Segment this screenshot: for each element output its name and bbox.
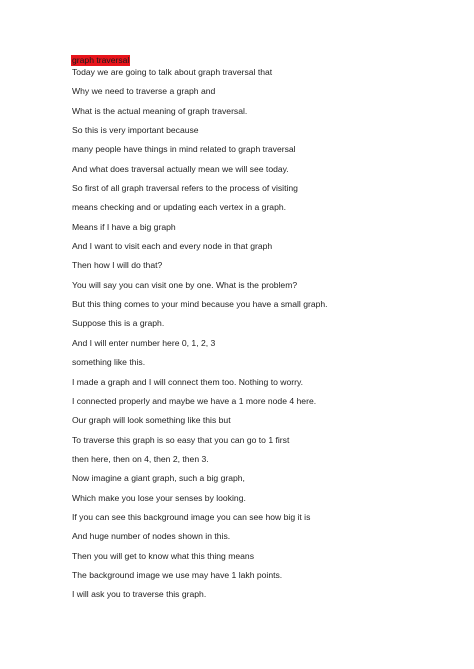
text-line: many people have things in mind related to graph traversal [72, 144, 296, 155]
document-title: graph traversal [72, 55, 130, 65]
text-line: I will ask you to traverse this graph. [72, 589, 207, 600]
text-line: To traverse this graph is so easy that you can go to 1 first [72, 434, 290, 445]
text-line: Then how I will do that? [72, 260, 163, 271]
text-line: Why we need to traverse a graph and [72, 86, 216, 97]
document-body [72, 66, 462, 608]
text-line: I connected properly and maybe we have a 1 more node 4 here. [72, 395, 317, 406]
text-line: something like this. [72, 357, 146, 368]
text-line: Then you will get to know what this thing means [72, 550, 254, 561]
text-line: Suppose this is a graph. [72, 318, 165, 329]
text-line: But this thing comes to your mind because you have a small graph. [72, 299, 328, 310]
text-line: So this is very important because [72, 125, 199, 136]
text-line: Our graph will look something like this but [72, 415, 231, 426]
text-line: Means if I have a big graph [72, 221, 176, 232]
text-line: And I will enter number here 0, 1, 2, 3 [72, 337, 216, 348]
text-line: I made a graph and I will connect them too. Nothing to worry. [72, 376, 304, 387]
text-line: And I want to visit each and every node in that graph [72, 241, 273, 252]
text-line: If you can see this background image you can see how big it is [72, 511, 311, 522]
text-line: Now imagine a giant graph, such a big graph, [72, 473, 245, 484]
text-line: What is the actual meaning of graph traversal. [72, 105, 248, 116]
text-line: The background image we use may have 1 lakh points. [72, 569, 283, 580]
text-line: And what does traversal actually mean we will see today. [72, 163, 289, 174]
text-line: You will say you can visit one by one. What is the problem? [72, 279, 298, 290]
text-line: And huge number of nodes shown in this. [72, 531, 231, 542]
text-line: Today we are going to talk about graph traversal that [72, 67, 273, 77]
text-line: means checking and or updating each vertex in a graph. [72, 202, 287, 213]
text-line: Which make you lose your senses by looking. [72, 492, 246, 503]
text-line: then here, then on 4, then 2, then 3. [72, 453, 209, 464]
text-line: So first of all graph traversal refers to the process of visiting [72, 183, 298, 194]
